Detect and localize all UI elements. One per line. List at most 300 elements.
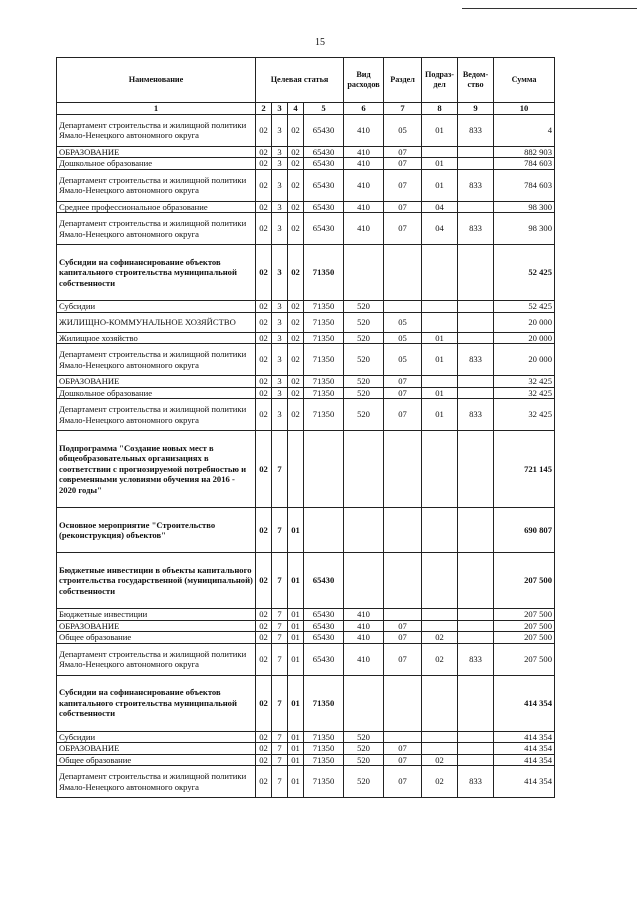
target-code-program: 02 xyxy=(256,620,272,632)
expense-type: 410 xyxy=(344,158,384,170)
section-code: 07 xyxy=(384,643,422,675)
column-number: 3 xyxy=(272,103,288,115)
page-number: 15 xyxy=(315,37,325,48)
row-name: Департамент строительства и жилищной политики Ямало-Ненецкого автономного округа xyxy=(57,114,256,146)
target-code-direction: 71350 xyxy=(304,731,344,743)
target-code-activity: 01 xyxy=(288,766,304,798)
expense-type: 520 xyxy=(344,376,384,388)
target-code-activity: 01 xyxy=(288,632,304,644)
section-code: 07 xyxy=(384,376,422,388)
section-code: 05 xyxy=(384,114,422,146)
expense-type: 520 xyxy=(344,766,384,798)
column-number: 4 xyxy=(288,103,304,115)
column-number: 2 xyxy=(256,103,272,115)
section-code xyxy=(384,731,422,743)
row-name: Общее образование xyxy=(57,632,256,644)
subsection-code xyxy=(422,553,458,609)
table-row xyxy=(57,553,555,609)
target-code-direction: 65430 xyxy=(304,620,344,632)
expense-type: 410 xyxy=(344,632,384,644)
target-code-subprogram: 3 xyxy=(272,312,288,332)
section-code xyxy=(384,301,422,313)
expense-type: 520 xyxy=(344,754,384,766)
row-name: Бюджетные инвестиции в объекты капитального строительства государственной (муниципальной) собственности xyxy=(57,553,256,609)
row-name: Субсидии на софинансирование объектов капитального строительства муниципальной собственности xyxy=(57,245,256,301)
target-code-program: 02 xyxy=(256,332,272,344)
row-name: Департамент строительства и жилищной политики Ямало-Ненецкого автономного округа xyxy=(57,399,256,431)
target-code-subprogram: 7 xyxy=(272,620,288,632)
target-code-activity: 02 xyxy=(288,312,304,332)
table-row xyxy=(57,743,555,755)
target-code-program: 02 xyxy=(256,508,272,553)
expense-type: 520 xyxy=(344,743,384,755)
department-code xyxy=(458,431,494,508)
target-code-subprogram: 3 xyxy=(272,201,288,213)
department-code xyxy=(458,376,494,388)
header-sum: Сумма xyxy=(494,58,555,103)
amount: 690 807 xyxy=(494,508,555,553)
target-code-program: 02 xyxy=(256,169,272,201)
amount: 882 903 xyxy=(494,146,555,158)
target-code-program: 02 xyxy=(256,114,272,146)
target-code-activity: 01 xyxy=(288,643,304,675)
target-code-program: 02 xyxy=(256,245,272,301)
table-row xyxy=(57,609,555,621)
target-code-activity: 02 xyxy=(288,245,304,301)
target-code-subprogram: 7 xyxy=(272,609,288,621)
target-code-program: 02 xyxy=(256,553,272,609)
subsection-code: 01 xyxy=(422,114,458,146)
table-row xyxy=(57,245,555,301)
budget-table xyxy=(56,57,555,798)
section-code: 05 xyxy=(384,332,422,344)
target-code-subprogram: 7 xyxy=(272,508,288,553)
department-code xyxy=(458,201,494,213)
department-code: 833 xyxy=(458,766,494,798)
target-code-subprogram: 7 xyxy=(272,553,288,609)
target-code-direction: 71350 xyxy=(304,387,344,399)
expense-type xyxy=(344,431,384,508)
amount: 20 000 xyxy=(494,312,555,332)
target-code-subprogram: 7 xyxy=(272,754,288,766)
target-code-direction: 71350 xyxy=(304,301,344,313)
table-row xyxy=(57,632,555,644)
target-code-activity: 02 xyxy=(288,332,304,344)
target-code-subprogram: 3 xyxy=(272,332,288,344)
expense-type xyxy=(344,675,384,731)
column-number: 10 xyxy=(494,103,555,115)
subsection-code xyxy=(422,376,458,388)
subsection-code xyxy=(422,431,458,508)
target-code-subprogram: 3 xyxy=(272,399,288,431)
target-code-activity: 01 xyxy=(288,508,304,553)
target-code-program: 02 xyxy=(256,213,272,245)
expense-type: 520 xyxy=(344,312,384,332)
target-code-direction xyxy=(304,508,344,553)
subsection-code xyxy=(422,245,458,301)
department-code: 833 xyxy=(458,114,494,146)
target-code-direction: 65430 xyxy=(304,114,344,146)
expense-type: 410 xyxy=(344,146,384,158)
expense-type: 520 xyxy=(344,387,384,399)
table-row xyxy=(57,301,555,313)
target-code-direction: 65430 xyxy=(304,158,344,170)
section-code xyxy=(384,609,422,621)
target-code-program: 02 xyxy=(256,387,272,399)
target-code-subprogram: 3 xyxy=(272,301,288,313)
target-code-program: 02 xyxy=(256,731,272,743)
target-code-direction: 65430 xyxy=(304,169,344,201)
target-code-subprogram: 3 xyxy=(272,213,288,245)
target-code-activity: 02 xyxy=(288,301,304,313)
column-number: 9 xyxy=(458,103,494,115)
row-name: ОБРАЗОВАНИЕ xyxy=(57,146,256,158)
department-code xyxy=(458,743,494,755)
amount: 207 500 xyxy=(494,609,555,621)
table-row xyxy=(57,766,555,798)
target-code-activity: 01 xyxy=(288,609,304,621)
expense-type: 410 xyxy=(344,609,384,621)
row-name: Основное мероприятие "Строительство (реконструкция) объектов" xyxy=(57,508,256,553)
expense-type xyxy=(344,245,384,301)
target-code-subprogram: 7 xyxy=(272,731,288,743)
amount: 52 425 xyxy=(494,301,555,313)
table-row xyxy=(57,213,555,245)
amount: 207 500 xyxy=(494,620,555,632)
subsection-code xyxy=(422,675,458,731)
target-code-program: 02 xyxy=(256,609,272,621)
department-code xyxy=(458,146,494,158)
table-body xyxy=(57,114,555,798)
amount: 207 500 xyxy=(494,643,555,675)
row-name: Дошкольное образование xyxy=(57,387,256,399)
target-code-subprogram: 3 xyxy=(272,114,288,146)
section-code: 07 xyxy=(384,169,422,201)
target-code-direction: 71350 xyxy=(304,344,344,376)
row-name: ОБРАЗОВАНИЕ xyxy=(57,743,256,755)
table-header-row xyxy=(57,58,555,103)
target-code-activity: 02 xyxy=(288,114,304,146)
target-code-direction: 65430 xyxy=(304,213,344,245)
section-code: 07 xyxy=(384,754,422,766)
target-code-direction: 71350 xyxy=(304,312,344,332)
header-subsection: Подраз-дел xyxy=(422,58,458,103)
amount: 32 425 xyxy=(494,387,555,399)
target-code-direction: 71350 xyxy=(304,332,344,344)
column-number: 7 xyxy=(384,103,422,115)
target-code-program: 02 xyxy=(256,643,272,675)
amount: 784 603 xyxy=(494,169,555,201)
header-department: Ведом-ство xyxy=(458,58,494,103)
target-code-subprogram: 3 xyxy=(272,169,288,201)
target-code-activity: 01 xyxy=(288,675,304,731)
expense-type: 410 xyxy=(344,643,384,675)
expense-type xyxy=(344,553,384,609)
row-name: Дошкольное образование xyxy=(57,158,256,170)
row-name: Жилищное хозяйство xyxy=(57,332,256,344)
target-code-activity: 02 xyxy=(288,387,304,399)
top-edge-line xyxy=(462,8,637,9)
expense-type: 520 xyxy=(344,344,384,376)
section-code: 07 xyxy=(384,158,422,170)
subsection-code: 01 xyxy=(422,344,458,376)
row-name: Департамент строительства и жилищной политики Ямало-Ненецкого автономного округа xyxy=(57,169,256,201)
target-code-subprogram: 7 xyxy=(272,743,288,755)
department-code: 833 xyxy=(458,344,494,376)
target-code-activity: 02 xyxy=(288,146,304,158)
amount: 414 354 xyxy=(494,731,555,743)
row-name: ОБРАЗОВАНИЕ xyxy=(57,376,256,388)
department-code xyxy=(458,754,494,766)
target-code-subprogram: 7 xyxy=(272,766,288,798)
target-code-subprogram: 3 xyxy=(272,146,288,158)
row-name: Департамент строительства и жилищной политики Ямало-Ненецкого автономного округа xyxy=(57,643,256,675)
amount: 52 425 xyxy=(494,245,555,301)
section-code: 07 xyxy=(384,201,422,213)
expense-type: 520 xyxy=(344,301,384,313)
row-name: Бюджетные инвестиции xyxy=(57,609,256,621)
row-name: ОБРАЗОВАНИЕ xyxy=(57,620,256,632)
column-number: 6 xyxy=(344,103,384,115)
department-code xyxy=(458,158,494,170)
target-code-subprogram: 3 xyxy=(272,344,288,376)
department-code: 833 xyxy=(458,643,494,675)
expense-type xyxy=(344,508,384,553)
amount: 207 500 xyxy=(494,553,555,609)
subsection-code xyxy=(422,743,458,755)
target-code-activity: 01 xyxy=(288,754,304,766)
target-code-program: 02 xyxy=(256,675,272,731)
subsection-code: 02 xyxy=(422,754,458,766)
subsection-code xyxy=(422,508,458,553)
table-row xyxy=(57,201,555,213)
target-code-program: 02 xyxy=(256,312,272,332)
amount: 414 354 xyxy=(494,766,555,798)
row-name: ЖИЛИЩНО-КОММУНАЛЬНОЕ ХОЗЯЙСТВО xyxy=(57,312,256,332)
department-code: 833 xyxy=(458,399,494,431)
expense-type: 520 xyxy=(344,399,384,431)
department-code xyxy=(458,675,494,731)
amount: 207 500 xyxy=(494,632,555,644)
amount: 32 425 xyxy=(494,399,555,431)
department-code xyxy=(458,312,494,332)
target-code-direction: 65430 xyxy=(304,146,344,158)
target-code-program: 02 xyxy=(256,632,272,644)
subsection-code xyxy=(422,731,458,743)
amount: 414 354 xyxy=(494,743,555,755)
subsection-code: 01 xyxy=(422,169,458,201)
header-expense-type: Вид расходов xyxy=(344,58,384,103)
target-code-program: 02 xyxy=(256,743,272,755)
department-code xyxy=(458,245,494,301)
section-code xyxy=(384,245,422,301)
subsection-code xyxy=(422,609,458,621)
section-code: 07 xyxy=(384,766,422,798)
table-row xyxy=(57,344,555,376)
section-code: 07 xyxy=(384,387,422,399)
subsection-code: 04 xyxy=(422,201,458,213)
section-code xyxy=(384,675,422,731)
target-code-activity: 01 xyxy=(288,553,304,609)
target-code-activity: 02 xyxy=(288,344,304,376)
table-row xyxy=(57,387,555,399)
header-target-article: Целевая статья xyxy=(256,58,344,103)
target-code-activity: 02 xyxy=(288,158,304,170)
table-row xyxy=(57,620,555,632)
amount: 784 603 xyxy=(494,158,555,170)
row-name: Департамент строительства и жилищной политики Ямало-Ненецкого автономного округа xyxy=(57,213,256,245)
expense-type: 410 xyxy=(344,169,384,201)
column-number: 8 xyxy=(422,103,458,115)
target-code-program: 02 xyxy=(256,399,272,431)
header-section: Раздел xyxy=(384,58,422,103)
amount: 414 354 xyxy=(494,754,555,766)
section-code xyxy=(384,508,422,553)
target-code-direction: 71350 xyxy=(304,743,344,755)
target-code-program: 02 xyxy=(256,431,272,508)
target-code-activity: 01 xyxy=(288,620,304,632)
table-row xyxy=(57,675,555,731)
section-code: 07 xyxy=(384,146,422,158)
header-name: Наименование xyxy=(57,58,256,103)
target-code-program: 02 xyxy=(256,376,272,388)
expense-type: 520 xyxy=(344,731,384,743)
subsection-code xyxy=(422,312,458,332)
section-code: 05 xyxy=(384,344,422,376)
row-name: Субсидии xyxy=(57,301,256,313)
column-number-row xyxy=(57,103,555,115)
department-code xyxy=(458,620,494,632)
expense-type: 410 xyxy=(344,620,384,632)
target-code-subprogram: 7 xyxy=(272,643,288,675)
department-code xyxy=(458,609,494,621)
target-code-activity xyxy=(288,431,304,508)
row-name: Департамент строительства и жилищной политики Ямало-Ненецкого автономного округа xyxy=(57,344,256,376)
target-code-program: 02 xyxy=(256,201,272,213)
subsection-code xyxy=(422,620,458,632)
target-code-direction: 65430 xyxy=(304,632,344,644)
target-code-direction: 71350 xyxy=(304,245,344,301)
target-code-subprogram: 7 xyxy=(272,675,288,731)
subsection-code: 04 xyxy=(422,213,458,245)
subsection-code: 01 xyxy=(422,332,458,344)
expense-type: 520 xyxy=(344,332,384,344)
target-code-direction: 65430 xyxy=(304,553,344,609)
subsection-code xyxy=(422,301,458,313)
table-row xyxy=(57,508,555,553)
target-code-direction: 65430 xyxy=(304,643,344,675)
target-code-subprogram: 7 xyxy=(272,632,288,644)
amount: 20 000 xyxy=(494,344,555,376)
target-code-subprogram: 3 xyxy=(272,158,288,170)
column-number: 1 xyxy=(57,103,256,115)
section-code xyxy=(384,431,422,508)
subsection-code: 02 xyxy=(422,766,458,798)
row-name: Субсидии xyxy=(57,731,256,743)
subsection-code: 01 xyxy=(422,158,458,170)
department-code xyxy=(458,553,494,609)
subsection-code: 01 xyxy=(422,387,458,399)
target-code-program: 02 xyxy=(256,146,272,158)
row-name: Общее образование xyxy=(57,754,256,766)
row-name: Подпрограмма "Создание новых мест в общеобразовательных организациях в соответствии с прогнозируемой потребностью и современными условиями обучения на 2016 - 2020 годы" xyxy=(57,431,256,508)
target-code-program: 02 xyxy=(256,301,272,313)
expense-type: 410 xyxy=(344,114,384,146)
amount: 20 000 xyxy=(494,332,555,344)
target-code-activity: 02 xyxy=(288,376,304,388)
table-row xyxy=(57,731,555,743)
target-code-activity: 02 xyxy=(288,201,304,213)
department-code xyxy=(458,632,494,644)
section-code: 07 xyxy=(384,632,422,644)
subsection-code: 02 xyxy=(422,632,458,644)
target-code-activity: 01 xyxy=(288,743,304,755)
target-code-subprogram: 3 xyxy=(272,376,288,388)
expense-type: 410 xyxy=(344,201,384,213)
row-name: Департамент строительства и жилищной политики Ямало-Ненецкого автономного округа xyxy=(57,766,256,798)
table-row xyxy=(57,158,555,170)
section-code: 07 xyxy=(384,399,422,431)
table-row xyxy=(57,146,555,158)
amount: 32 425 xyxy=(494,376,555,388)
table-row xyxy=(57,169,555,201)
table-row xyxy=(57,431,555,508)
target-code-direction: 65430 xyxy=(304,201,344,213)
target-code-subprogram: 7 xyxy=(272,431,288,508)
target-code-program: 02 xyxy=(256,158,272,170)
table-row xyxy=(57,114,555,146)
table-row xyxy=(57,399,555,431)
section-code: 05 xyxy=(384,312,422,332)
target-code-subprogram: 3 xyxy=(272,245,288,301)
target-code-activity: 02 xyxy=(288,213,304,245)
section-code: 07 xyxy=(384,213,422,245)
table-row xyxy=(57,312,555,332)
target-code-direction: 71350 xyxy=(304,766,344,798)
department-code xyxy=(458,332,494,344)
subsection-code: 02 xyxy=(422,643,458,675)
target-code-direction: 71350 xyxy=(304,376,344,388)
section-code: 07 xyxy=(384,743,422,755)
target-code-direction: 71350 xyxy=(304,399,344,431)
department-code xyxy=(458,731,494,743)
table-row xyxy=(57,376,555,388)
target-code-direction: 71350 xyxy=(304,675,344,731)
table-row xyxy=(57,643,555,675)
target-code-direction: 71350 xyxy=(304,754,344,766)
target-code-direction: 65430 xyxy=(304,609,344,621)
amount: 98 300 xyxy=(494,201,555,213)
target-code-activity: 01 xyxy=(288,731,304,743)
target-code-direction xyxy=(304,431,344,508)
target-code-activity: 02 xyxy=(288,169,304,201)
table-row xyxy=(57,332,555,344)
row-name: Среднее профессиональное образование xyxy=(57,201,256,213)
amount: 98 300 xyxy=(494,213,555,245)
department-code: 833 xyxy=(458,213,494,245)
target-code-program: 02 xyxy=(256,344,272,376)
expense-type: 410 xyxy=(344,213,384,245)
target-code-program: 02 xyxy=(256,754,272,766)
amount: 414 354 xyxy=(494,675,555,731)
column-number: 5 xyxy=(304,103,344,115)
target-code-program: 02 xyxy=(256,766,272,798)
table-row xyxy=(57,754,555,766)
row-name: Субсидии на софинансирование объектов капитального строительства муниципальной собственности xyxy=(57,675,256,731)
section-code: 07 xyxy=(384,620,422,632)
department-code: 833 xyxy=(458,169,494,201)
section-code xyxy=(384,553,422,609)
